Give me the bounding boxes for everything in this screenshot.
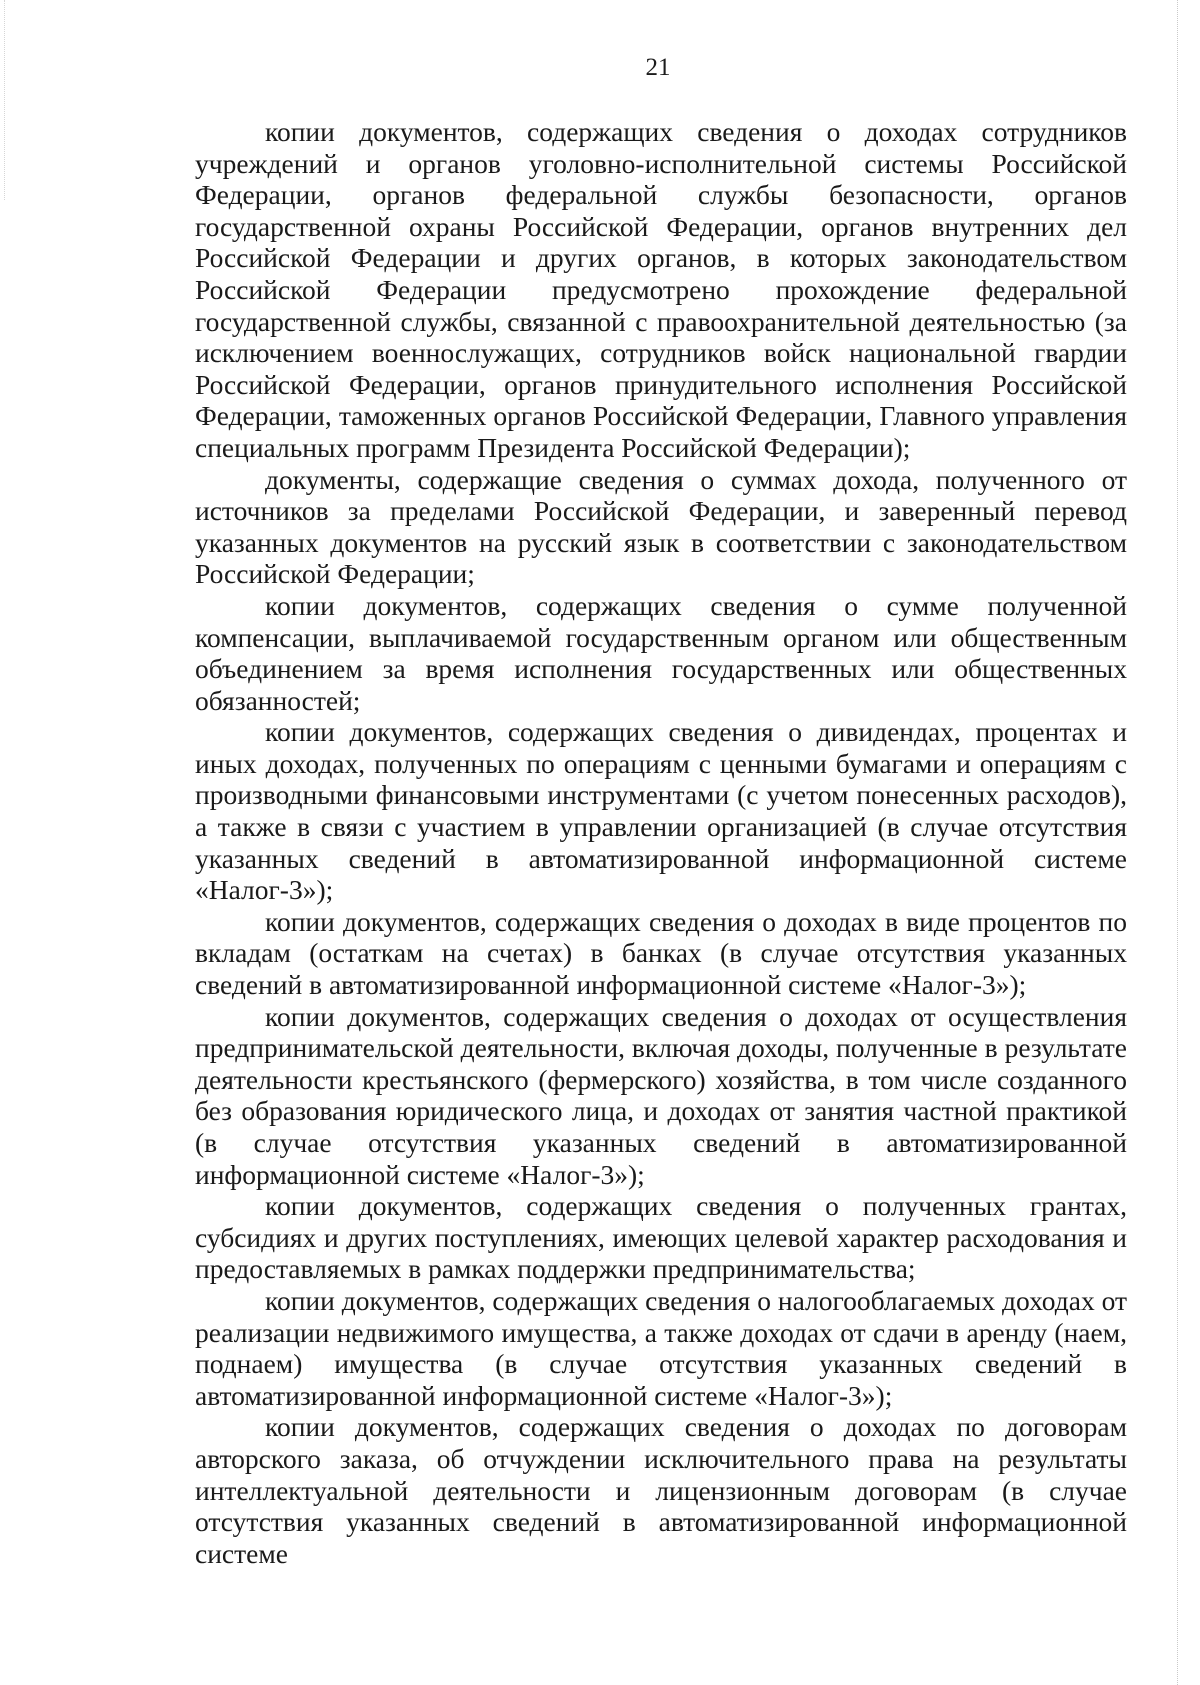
scan-edge-left (4, 0, 6, 200)
paragraph-deposit-interest: копии документов, содержащих сведения о доходах в виде процентов по вкладам (остаткам на счетах) в банках (в случае отсутствия указанных сведений в автоматизированной информационной системе «Налог-3»); (195, 905, 1127, 1001)
paragraph-compensation: копии документов, содержащих сведения о сумме полученной компенсации, выплачиваемой государственным органом или общественным объединением за время исполнения государственных или общественных обязанностей; (195, 589, 1127, 716)
paragraph-copyright-income: копии документов, содержащих сведения о доходах по договорам авторского заказа, об отчуждении исключительного права на результаты интеллектуальной деятельности и лицензионным договорам (в случае отсутствия указанных сведений в автоматизированной информационной системе (195, 1411, 1127, 1569)
page-number: 21 (645, 54, 671, 81)
paragraph-business-income: копии документов, содержащих сведения о доходах от осуществления предпринимательской деятельности, включая доходы, полученные в результате деятельности крестьянского (фермерского) хозяйства, в том числе созданного без образования юридического лица, и доходах от занятия частной практикой (в случае отсутствия указанных сведений в автоматизированной информационной системе «Налог-3»); (195, 1000, 1127, 1190)
paragraph-income-law-enforcement: копии документов, содержащих сведения о доходах сотрудников учреждений и органов уголовно-исполнительной системы Российской Федерации, органов федеральной службы безопасности, органов государственной охраны Российской Федерации, органов внутренних дел Российской Федерации и других органов, в которых законодательством Российской Федерации предусмотрено прохождение федеральной государственной службы, связанной с правоохранительной деятельностью (за исключением военнослужащих, сотрудников войск национальной гвардии Российской Федерации, органов принудительного исполнения Российской Федерации, таможенных органов Российской Федерации, Главного управления специальных программ Президента Российской Федерации); (195, 116, 1127, 463)
paragraph-grants: копии документов, содержащих сведения о полученных грантах, субсидиях и других поступлениях, имеющих целевой характер расходования и предоставляемых в рамках поддержки предпринимательства; (195, 1190, 1127, 1285)
scan-edge-right (1176, 0, 1178, 1685)
paragraph-property-income: копии документов, содержащих сведения о налогооблагаемых доходах от реализации недвижимого имущества, а также доходах от сдачи в аренду (наем, поднаем) имущества (в случае отсутствия указанных сведений в автоматизированной информационной системе «Налог-3»); (195, 1284, 1127, 1411)
paragraph-dividends: копии документов, содержащих сведения о дивидендах, процентах и иных доходах, полученных по операциям с ценными бумагами и операциям с производными финансовыми инструментами (с учетом понесенных расходов), а также в связи с участием в управлении организацией (в случае отсутствия указанных сведений в автоматизированной информационной системе «Налог-3»); (195, 716, 1127, 906)
paragraph-foreign-income: документы, содержащие сведения о суммах дохода, полученного от источников за пределами Российской Федерации, и заверенный перевод указанных документов на русский язык в соответствии с законодательством Российской Федерации; (195, 463, 1127, 590)
document-body (195, 116, 1127, 1569)
